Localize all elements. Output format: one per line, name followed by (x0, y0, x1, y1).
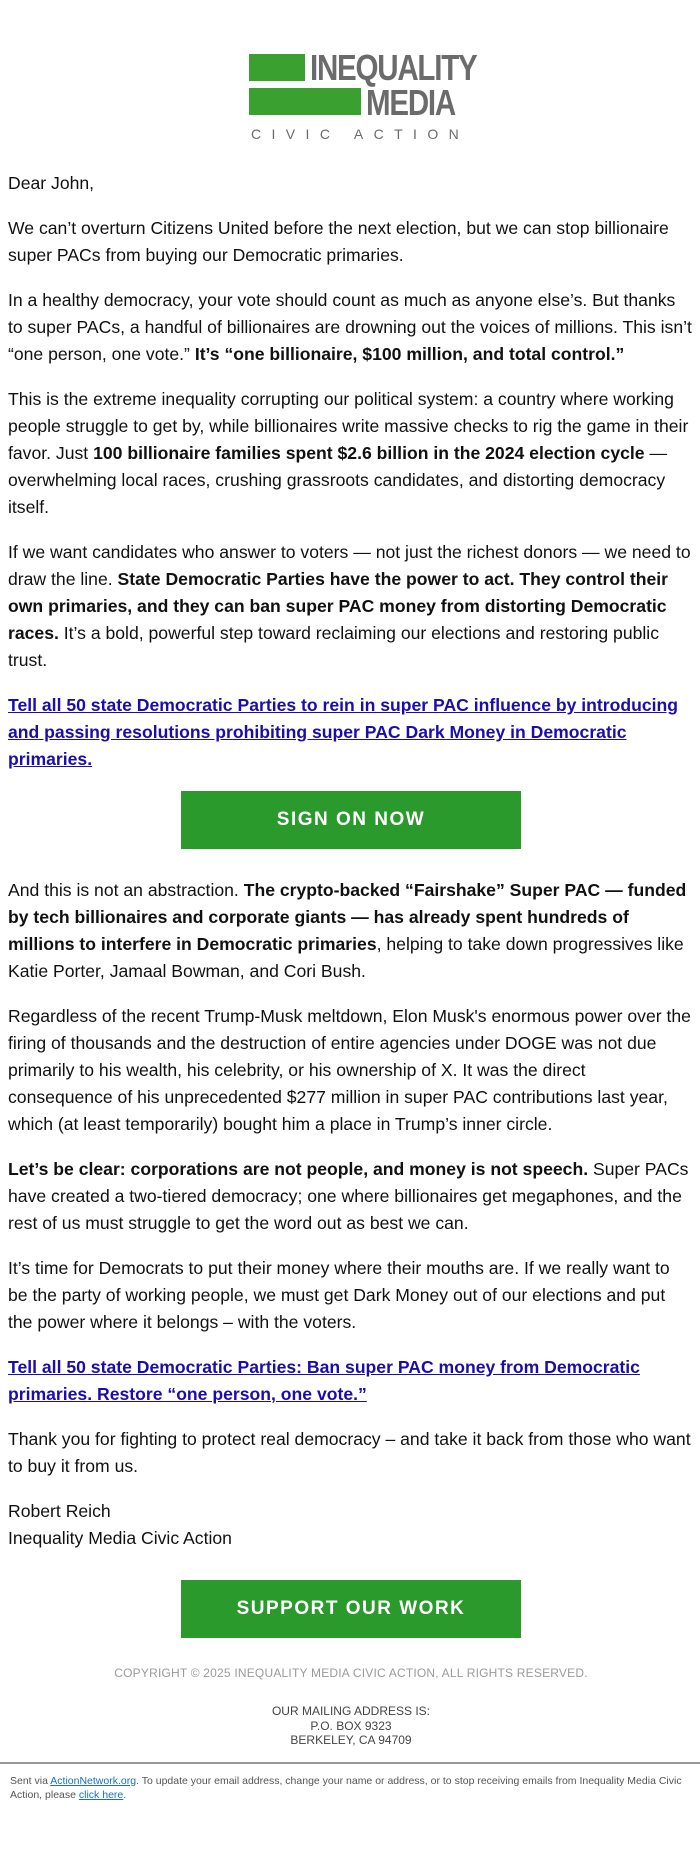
logo-bar-top (249, 54, 305, 81)
paragraph-4-text-a: If we want candidates who answer to voters — not just the richest donors — we need to draw the line. (8, 542, 691, 589)
petition-link-paragraph-2 (8, 1354, 694, 1408)
paragraph-7-bold: Let’s be clear: corporations are not people, and money is not speech. (8, 1159, 589, 1179)
sent-via-text: Sent via (10, 1774, 51, 1787)
paragraph-4 (8, 539, 694, 674)
paragraph-2-text: In a healthy democracy, your vote should count as much as anyone else’s. But thanks to super PACs, a handful of billionaires are drowning out the voices of millions. This isn’t “one person, one vote.” (8, 290, 692, 364)
greeting: Dear John, (8, 173, 95, 193)
signature (8, 1498, 694, 1552)
unsubscribe-link[interactable]: click here (78, 1788, 124, 1801)
support-our-work-button[interactable]: SUPPORT OUR WORK (181, 1580, 521, 1638)
paragraph-5 (8, 877, 694, 985)
paragraph-2 (8, 287, 694, 368)
email-body (0, 142, 700, 1748)
address-line-1: P.O. BOX 9323 (310, 1718, 392, 1733)
paragraph-3-bold: 100 billionaire families spent $2.6 billion in the 2024 election cycle (93, 443, 645, 463)
logo-header (0, 0, 700, 142)
paragraph-9: Thank you for fighting to protect real democracy – and take it back from those who want to buy it from us. (8, 1429, 691, 1476)
logo-bar-bottom (249, 88, 361, 115)
signature-name: Robert Reich (8, 1501, 111, 1521)
actionnetwork-link[interactable]: ActionNetwork.org (50, 1774, 137, 1787)
paragraph-8: It’s time for Democrats to put their money where their mouths are. If we really want to be the party of working people, we must get Dark Money out of our elections and put the power where it belongs – with the voters. (8, 1258, 670, 1332)
mailing-address (8, 1704, 694, 1748)
petition-link-1[interactable]: Tell all 50 state Democratic Parties to rein in super PAC influence by introducing and passing resolutions prohibiting super PAC Dark Money in Democratic primaries. (8, 695, 679, 769)
paragraph-7 (8, 1156, 694, 1237)
paragraph-2-bold: It’s “one billionaire, $100 million, and total control.” (194, 344, 625, 364)
petition-link-2[interactable]: Tell all 50 state Democratic Parties: Ban super PAC money from Democratic primaries. Restore “one person, one vote.” (8, 1357, 640, 1404)
paragraph-6: Regardless of the recent Trump-Musk meltdown, Elon Musk's enormous power over the firing of thousands and the destruction of entire agencies under DOGE was not due primarily to his wealth, his celebrity, or his ownership of X. It was the direct consequence of his unprecedented $277 million in super PAC contributions last year, which (at least temporarily) bought him a place in Trump’s inner circle. (8, 1006, 691, 1134)
inequality-media-logo (249, 47, 477, 142)
footer-divider (0, 1762, 700, 1764)
footer-period: . (123, 1788, 127, 1801)
support-button-wrap (8, 1580, 694, 1638)
paragraph-5-bold: The crypto-backed “Fairshake” Super PAC — funded by tech billionaires and corporate giants — has already spent hundreds of millions to interfere in Democratic primaries (8, 880, 687, 954)
paragraph-4-text-b: It’s a bold, powerful step toward reclaiming our elections and restoring public trust. (8, 623, 660, 670)
paragraph-7-text: Super PACs have created a two-tiered democracy; one where billionaires get megaphones, and the rest of us must struggle to get the word out as best we can. (8, 1159, 689, 1233)
footer-notice (0, 1774, 700, 1802)
paragraph-5-text-b: , helping to take down progressives like Katie Porter, Jamaal Bowman, and Cori Bush. (8, 934, 684, 981)
paragraph-1: We can’t overturn Citizens United before the next election, but we can stop billionaire super PACs from buying our Democratic primaries. (8, 218, 669, 265)
paragraph-3-text-a: This is the extreme inequality corrupting our political system: a country where working people struggle to get by, while billionaires write massive checks to rig the game in their favor. Just (8, 389, 689, 463)
sign-on-now-button[interactable]: SIGN ON NOW (181, 791, 521, 849)
address-line-2: BERKELEY, CA 94709 (290, 1733, 412, 1747)
paragraph-5-text-a: And this is not an abstraction. (8, 880, 244, 900)
paragraph-3-text-b: — overwhelming local races, crushing grassroots candidates, and distorting democracy itself. (8, 443, 668, 517)
logo-word-inequality: INEQUALITY (310, 47, 477, 88)
footer-notice-text: . To update your email address, change your name or address, or to stop receiving emails from Inequality Media Civic Action, please (10, 1774, 682, 1801)
paragraph-3 (8, 386, 694, 521)
paragraph-4-bold: State Democratic Parties have the power to act. They control their own primaries, and they can ban super PAC money from distorting Democratic races. (8, 569, 668, 643)
copyright-text: COPYRIGHT © 2025 INEQUALITY MEDIA CIVIC ACTION, ALL RIGHTS RESERVED. (114, 1666, 588, 1680)
sign-on-button-wrap (8, 791, 694, 849)
mailing-label: OUR MAILING ADDRESS IS: (271, 1704, 431, 1718)
logo-word-civic-action: CIVIC ACTION (251, 126, 470, 142)
signature-org: Inequality Media Civic Action (8, 1528, 232, 1548)
logo-word-media: MEDIA (366, 82, 455, 123)
petition-link-paragraph-1 (8, 692, 694, 773)
